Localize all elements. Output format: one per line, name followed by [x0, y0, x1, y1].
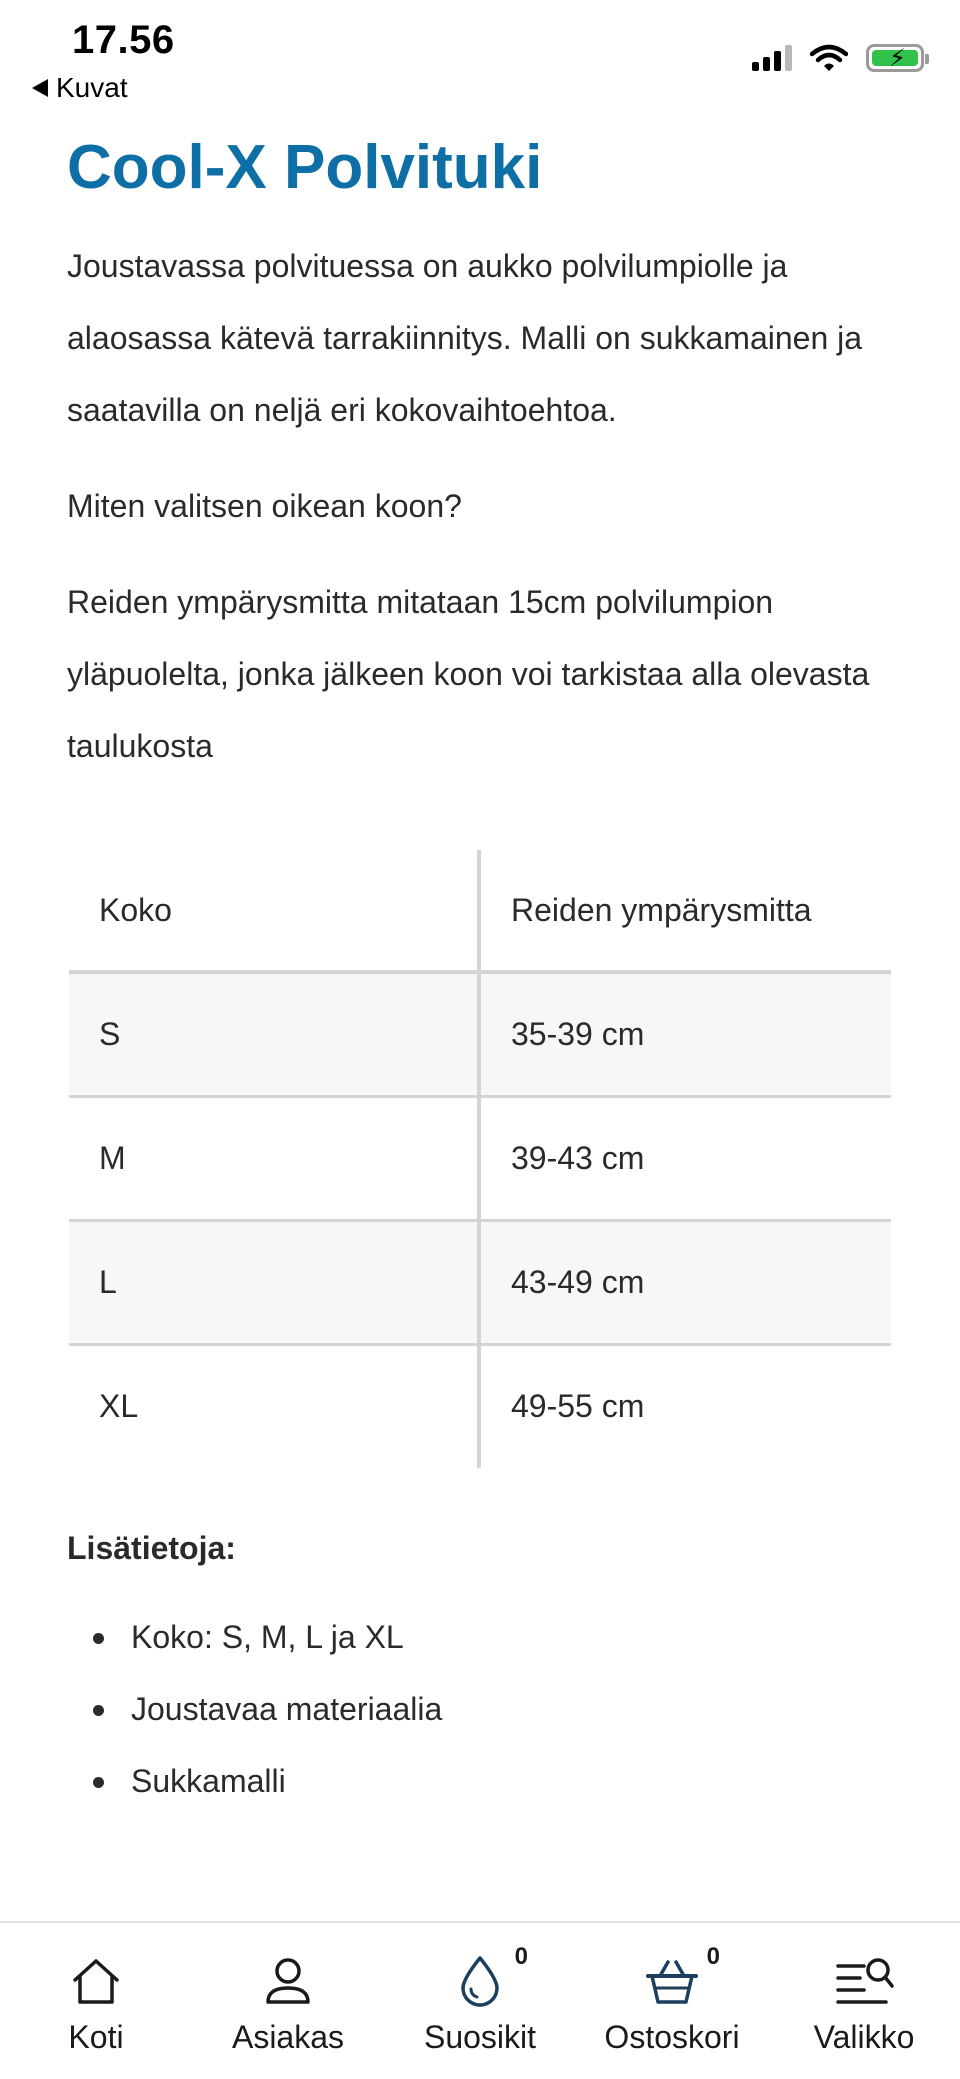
- product-description: Joustavassa polvituessa on aukko polvilumpiolle ja alaosassa kätevä tarrakiinnitys. Malli on sukkamainen ja saatavilla on neljä eri kokovaihtoehtoa.: [67, 248, 863, 428]
- tab-account-label: Asiakas: [231, 2019, 345, 2055]
- feature-list: [67, 1601, 893, 1817]
- product-content: [67, 128, 893, 1817]
- status-bar: [0, 0, 960, 110]
- table-cell-measure: 35-39 cm: [479, 972, 891, 1096]
- drop-icon: [457, 1955, 503, 2007]
- table-header-size: Koko: [69, 850, 479, 972]
- basket-icon: [644, 1956, 700, 2006]
- tab-cart-label: Ostoskori: [604, 2019, 740, 2055]
- tab-cart[interactable]: [576, 1923, 768, 2079]
- table-row: [69, 1220, 891, 1344]
- table-cell-measure: 39-43 cm: [479, 1096, 891, 1220]
- wifi-icon: [810, 44, 848, 72]
- user-icon: [262, 1956, 314, 2006]
- tab-account[interactable]: [192, 1923, 384, 2079]
- tab-home-label: Koti: [68, 2019, 124, 2055]
- menu-search-icon: [834, 1956, 894, 2006]
- table-cell-size: M: [69, 1096, 479, 1220]
- table-row: [69, 972, 891, 1096]
- home-icon: [70, 1956, 122, 2006]
- table-header-thigh: Reiden ympärysmitta: [479, 850, 891, 972]
- list-item: Sukkamalli: [93, 1745, 893, 1817]
- back-arrow-icon: [32, 79, 48, 97]
- table-cell-size: L: [69, 1220, 479, 1344]
- table-cell-measure: 49-55 cm: [511, 1388, 645, 1425]
- tab-menu-label: Valikko: [813, 2019, 915, 2055]
- tab-menu[interactable]: [768, 1923, 960, 2079]
- size-table: [69, 850, 891, 1468]
- status-icons: [752, 44, 924, 72]
- table-row: [69, 1344, 891, 1468]
- page-title: Cool-X Polvituki: [67, 133, 543, 202]
- list-item: Koko: S, M, L ja XL: [93, 1601, 893, 1673]
- tab-home[interactable]: [0, 1923, 192, 2079]
- more-info-title: Lisätietoja:: [67, 1530, 236, 1566]
- favorites-count-badge: 0: [514, 1943, 528, 1970]
- status-time: 17.56: [72, 18, 175, 62]
- table-cell-size: S: [69, 972, 479, 1096]
- table-row: [69, 1096, 891, 1220]
- table-header-row: [69, 850, 891, 972]
- measure-instructions: Reiden ympärysmitta mitataan 15cm polvilumpion yläpuolelta, jonka jälkeen koon voi tarkistaa alla olevasta taulukosta: [67, 584, 870, 764]
- tab-favorites-label: Suosikit: [423, 2019, 537, 2055]
- back-to-app-link[interactable]: [32, 72, 128, 104]
- tab-favorites[interactable]: [384, 1923, 576, 2079]
- back-link-label: Kuvat: [56, 72, 128, 103]
- table-cell-size: XL: [69, 1344, 479, 1468]
- cart-count-badge: 0: [706, 1943, 720, 1970]
- size-question: Miten valitsen oikean koon?: [67, 488, 462, 524]
- list-item: Joustavaa materiaalia: [93, 1673, 893, 1745]
- table-cell-measure: 43-49 cm: [479, 1220, 891, 1344]
- cellular-signal-icon: [752, 45, 792, 71]
- bottom-tab-bar: [0, 1921, 960, 2079]
- battery-icon: ⚡: [866, 44, 924, 72]
